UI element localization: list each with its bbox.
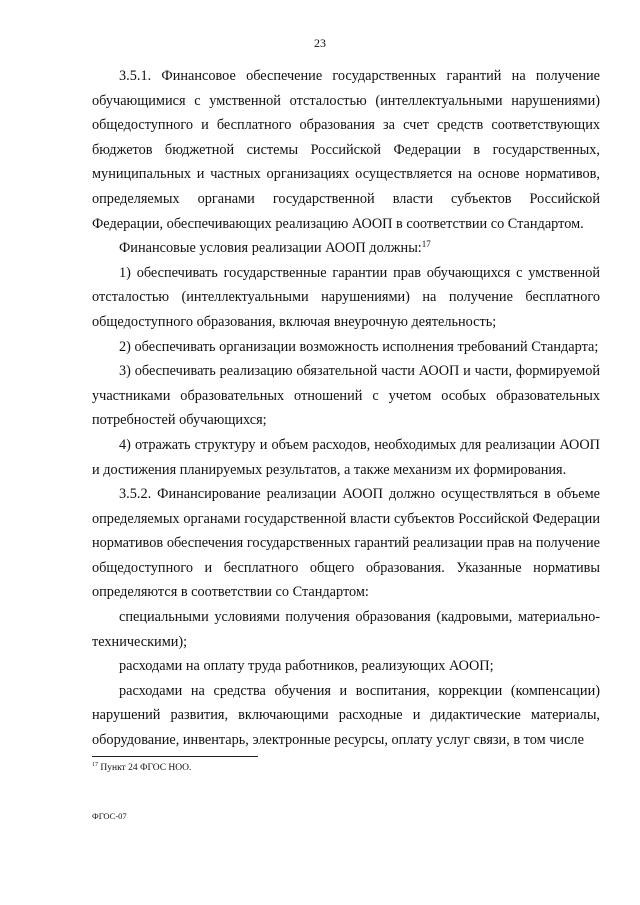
footnote: [92, 763, 191, 773]
footnote-text: Пункт 24 ФГОС НОО.: [100, 763, 192, 773]
page-number: 23: [314, 36, 326, 50]
footnote-divider: [92, 756, 258, 757]
list-item-2: 2) обеспечивать организации возможность исполнения требований Стандарта;: [119, 338, 599, 355]
paragraph-special-conditions: специальными условиями получения образования (кадровыми, материально-техническими);: [92, 609, 600, 650]
paragraph-3-5-2: 3.5.2. Финансирование реализации АООП должно осуществляться в объеме определяемых органами государственной власти субъектов Российской Федерации нормативов обеспечения государственных гарантий реализации прав на получение общедоступного и бесплатного общего образования. Указанные нормативы определяются в соответствии со Стандартом:: [92, 486, 600, 601]
body-text: [92, 64, 600, 753]
paragraph-3-5-1: 3.5.1. Финансовое обеспечение государственных гарантий на получение обучающимися с умственной отсталостью (интеллектуальными нарушениями) общедоступного и бесплатного образования за счет средств соответствующих бюджетов бюджетной системы Российской Федерации в государственных, муниципальных и частных организациях осуществляется на основе нормативов, определяемых органами государственной власти субъектов Российской Федерации, обеспечивающих реализацию АООП в соответствии со Стандартом.: [92, 68, 600, 232]
document-code: ФГОС-07: [92, 811, 127, 821]
paragraph-financial-conditions-text: Финансовые условия реализации АООП должны:: [119, 240, 422, 257]
list-item-1: 1) обеспечивать государственные гарантии прав обучающихся с умственной отсталостью (интеллектуальными нарушениями) на получение бесплатного общедоступного образования, включая внеурочную деятельность;: [92, 264, 600, 330]
list-item-3: 3) обеспечивать реализацию обязательной части АООП и части, формируемой участниками образовательных отношений с учетом особых образовательных потребностей обучающихся;: [92, 363, 600, 429]
footnote-number: 17: [92, 762, 98, 768]
paragraph-teaching-costs: расходами на средства обучения и воспитания, коррекции (компенсации) нарушений развития, включающими расходные и дидактические материалы, оборудование, инвентарь, электронные ресурсы, оплату услуг связи, в том числе: [92, 682, 600, 749]
paragraph-labor-costs: расходами на оплату труда работников, реализующих АООП;: [119, 658, 494, 675]
list-item-4: 4) отражать структуру и объем расходов, необходимых для реализации АООП и достижения планируемых результатов, а также механизм их формирования.: [92, 436, 600, 478]
paragraph-financial-conditions: [92, 236, 600, 261]
footnote-reference: 17: [421, 239, 431, 250]
